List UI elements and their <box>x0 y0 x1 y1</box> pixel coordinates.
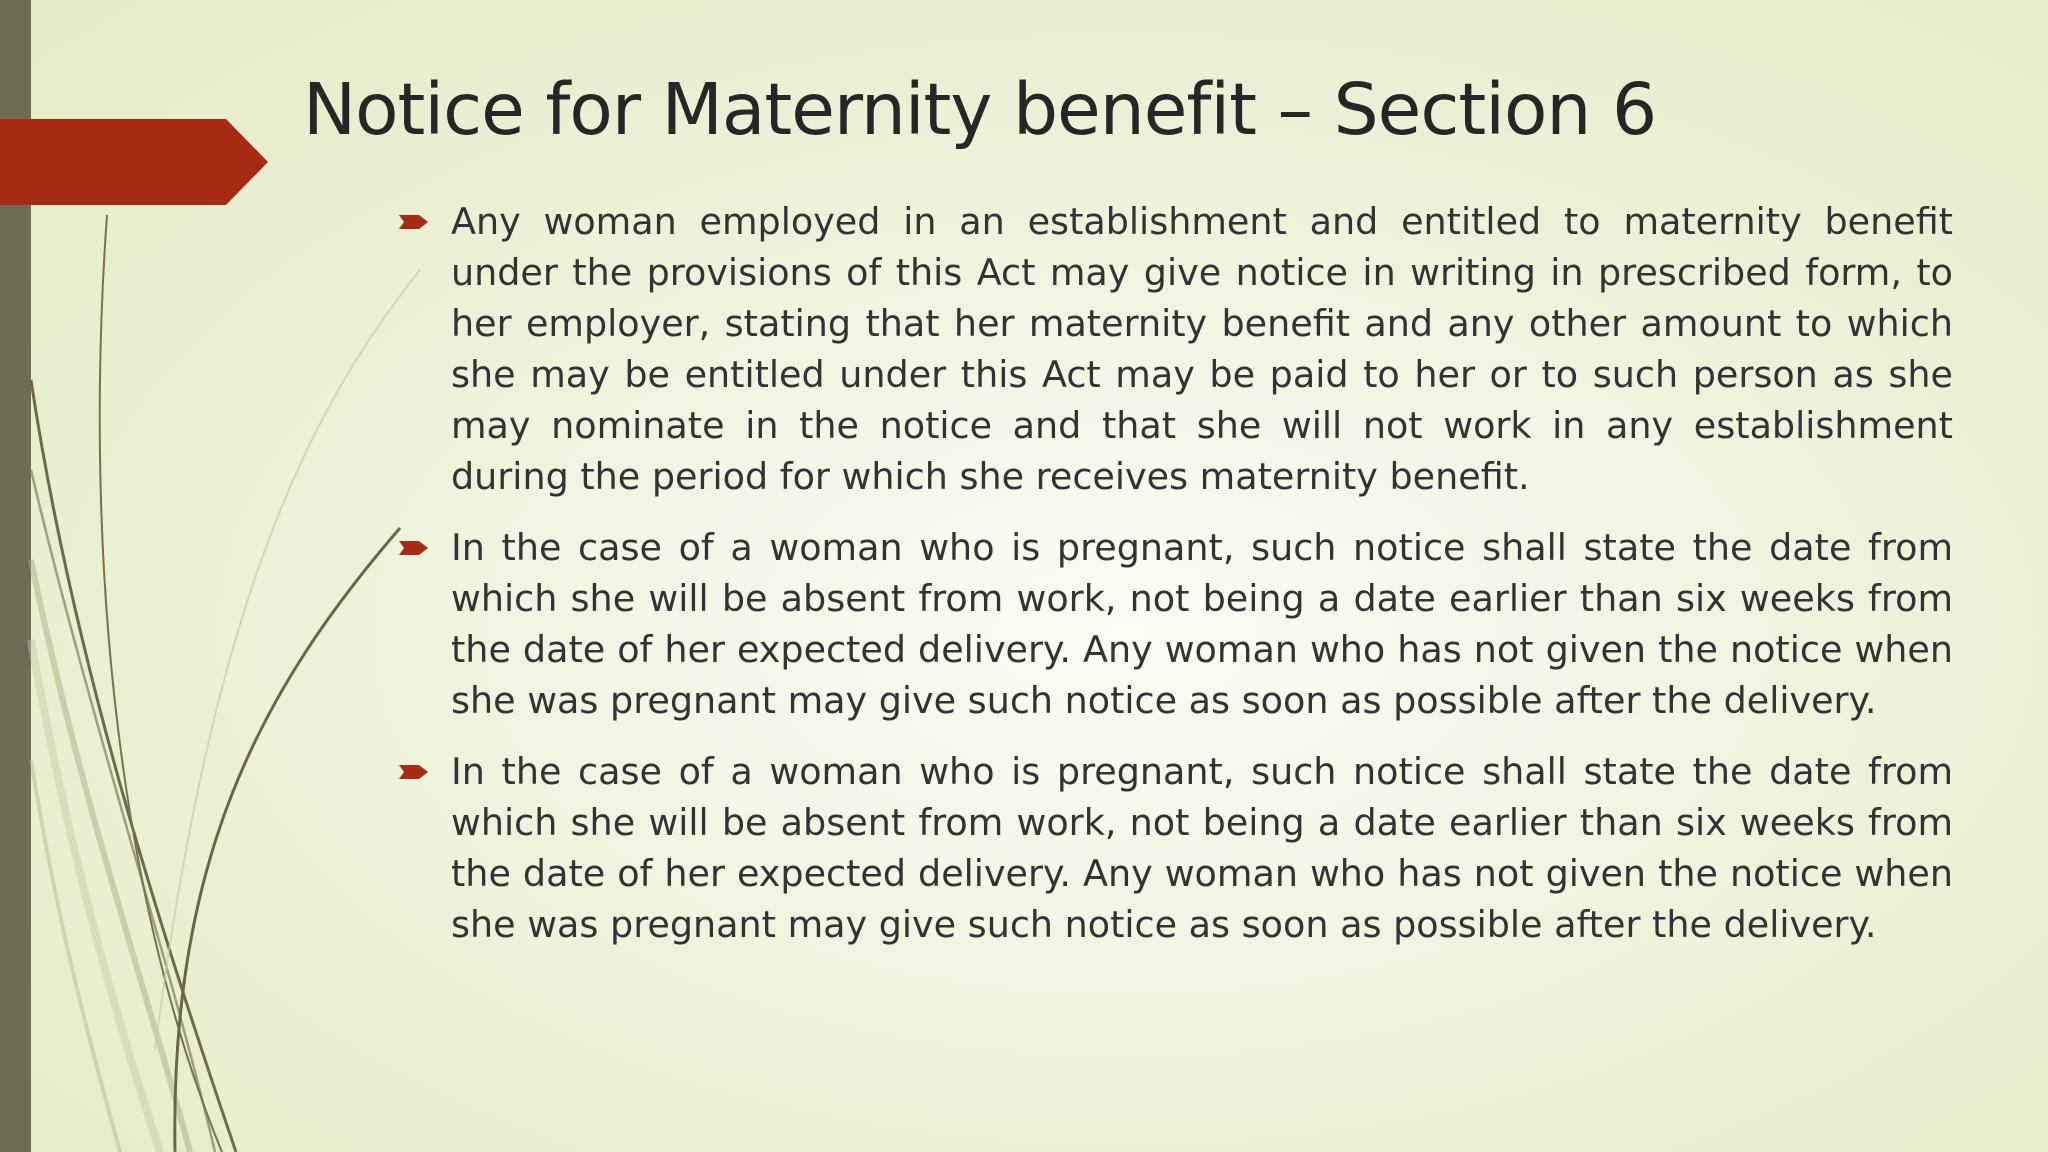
bullet-item <box>393 746 1953 950</box>
bullet-text: Any woman employed in an establishment and entitled to maternity benefit under the provisions of this Act may give notice in writing in prescribed form, to her employer, stating that her maternity benefit and any other amount to which she may be entitled under this Act may be paid to her or to such person as she may nominate in the notice and that she will not work in any establishment during the period for which she receives maternity benefit. <box>451 200 1953 498</box>
title-arrow-shape <box>0 119 268 205</box>
arrow-bullet-icon <box>399 540 429 556</box>
bullet-item <box>393 522 1953 726</box>
bullet-text: In the case of a woman who is pregnant, such notice shall state the date from which she will be absent from work, not being a date earlier than six weeks from the date of her expected delivery. Any woman who has not given the notice when she was pregnant may give such notice as soon as possible after the delivery. <box>451 750 1953 946</box>
bullet-text: In the case of a woman who is pregnant, such notice shall state the date from which she will be absent from work, not being a date earlier than six weeks from the date of her expected delivery. Any woman who has not given the notice when she was pregnant may give such notice as soon as possible after the delivery. <box>451 526 1953 722</box>
slide-title: Notice for Maternity benefit – Section 6 <box>303 68 1657 151</box>
arrow-bullet-icon <box>399 214 429 230</box>
bullet-list <box>393 196 1953 970</box>
arrow-bullet-icon <box>399 764 429 780</box>
bullet-item <box>393 196 1953 502</box>
